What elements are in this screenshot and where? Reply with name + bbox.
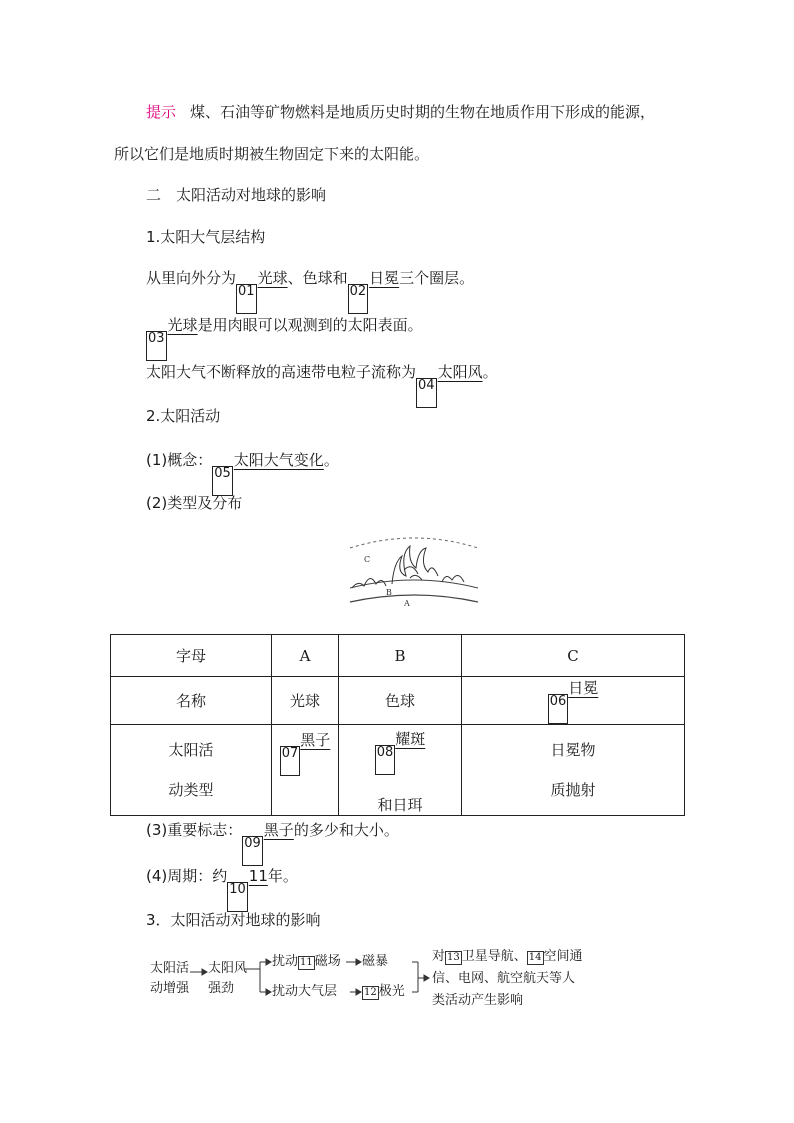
hint-line-1 <box>146 102 655 122</box>
solar-atmosphere-diagram <box>346 532 482 624</box>
hint-line-2: 所以它们是地质时期被生物固定下来的太阳能。 <box>114 145 430 163</box>
photosphere-boundary <box>350 595 478 602</box>
effects-flow-diagram <box>150 948 590 1012</box>
flow-effect-line-2: 信、电网、航空航天等人 <box>432 971 576 986</box>
text: 是用肉眼可以观测到的太阳表面。 <box>197 316 423 334</box>
header-cell-a: A <box>272 635 339 677</box>
table-row-header <box>111 635 685 677</box>
answer-06: 日冕 <box>568 679 599 697</box>
answer-07: 黑子 <box>300 731 331 749</box>
diagram-label-b: B <box>386 588 392 597</box>
flow-top-result: 磁暴 <box>362 954 389 969</box>
chromosphere-boundary <box>350 580 478 588</box>
text: 极光 <box>378 984 405 999</box>
answer-05: 太阳大气变化 <box>233 451 324 469</box>
subsection-title-1: 1.太阳大气层结构 <box>146 228 266 246</box>
blank-number-05: 05 <box>212 466 233 496</box>
header-cell-c: C <box>462 635 685 677</box>
flow-effect-line-3: 类活动产生影响 <box>432 993 524 1008</box>
answer-04: 太阳风 <box>437 363 483 381</box>
text: 年。 <box>267 867 298 885</box>
text: 。 <box>323 451 339 469</box>
hint-label: 提示 <box>146 103 177 121</box>
answer-03: 光球 <box>167 316 198 334</box>
answer-01: 光球 <box>257 269 288 287</box>
text: 。 <box>482 363 498 381</box>
flow-bottom-branch: 扰动大气层 <box>272 984 338 999</box>
cell-type-c <box>462 725 685 816</box>
answer-10: 11 <box>248 867 268 885</box>
flow-top-branch <box>272 953 341 971</box>
table-row-activity-type <box>111 725 685 816</box>
cell-name-a: 光球 <box>272 677 339 725</box>
text: 对 <box>432 949 446 964</box>
blank-number-01: 01 <box>236 284 257 314</box>
blank-number-06: 06 <box>548 694 569 724</box>
table-row-name <box>111 677 685 725</box>
solar-activity-table <box>110 634 685 816</box>
cell-type-b <box>339 725 462 816</box>
text: 扰动 <box>272 954 299 969</box>
row-label-activity-type <box>111 725 272 816</box>
text: 空间通 <box>543 949 583 964</box>
text: 太阳大气不断释放的高速带电粒子流称为 <box>146 363 417 381</box>
row-label-line-2: 动类型 <box>168 781 214 799</box>
subsection-title-3: 3．太阳活动对地球的影响 <box>146 911 321 929</box>
cell-name-c <box>462 677 685 725</box>
text: 的多少和大小。 <box>293 821 399 839</box>
diagram-label-c: C <box>364 555 371 564</box>
layers-sentence <box>146 268 474 314</box>
blank-number-09: 09 <box>242 836 263 866</box>
header-cell-letter: 字母 <box>111 635 272 677</box>
flow-start-line-2: 动增强 <box>150 981 190 996</box>
cell-type-c-line-1: 日冕物 <box>550 741 596 759</box>
cell-type-b-line-1 <box>339 729 461 775</box>
blank-number-08: 08 <box>375 745 396 775</box>
concept-line <box>146 450 339 496</box>
blank-number-10: 10 <box>227 882 248 912</box>
header-cell-b: B <box>339 635 462 677</box>
blank-number-02: 02 <box>348 284 369 314</box>
blank-number-14: 14 <box>528 952 542 963</box>
subsection-title-2: 2.太阳活动 <box>146 407 221 425</box>
photosphere-sentence <box>146 315 423 361</box>
types-heading: (2)类型及分布 <box>146 494 243 512</box>
cell-name-b: 色球 <box>339 677 462 725</box>
flow-effect-line-1 <box>432 948 583 966</box>
blank-number-13: 13 <box>447 952 460 963</box>
text: 磁场 <box>314 954 341 969</box>
row-label-line-1: 太阳活 <box>168 741 214 759</box>
sign-line <box>146 820 399 866</box>
blank-number-11: 11 <box>300 957 313 968</box>
text: 、色球和 <box>287 269 348 287</box>
diagram-label-a: A <box>404 599 410 608</box>
cell-type-a <box>272 725 339 816</box>
answer-08: 耀斑 <box>395 730 426 748</box>
flow-bottom-result <box>362 983 405 1001</box>
period-line <box>146 866 298 912</box>
flow-wind-line-1: 太阳风 <box>208 961 248 976</box>
flow-wind-line-2: 强劲 <box>208 981 235 996</box>
hint-text-1: 煤、石油等矿物燃料是地质历史时期的生物在地质作用下形成的能源， <box>190 103 656 121</box>
text: 从里向外分为 <box>146 269 237 287</box>
corona-boundary <box>350 538 478 548</box>
answer-02: 日冕 <box>369 269 400 287</box>
text: (1)概念： <box>146 451 213 469</box>
blank-number-07: 07 <box>280 746 301 776</box>
cell-type-b-line-2: 和日珥 <box>377 796 423 814</box>
text: 三个圈层。 <box>399 269 475 287</box>
text: (4)周期：约 <box>146 867 228 885</box>
row-label-name: 名称 <box>111 677 272 725</box>
blank-number-12: 12 <box>364 987 377 998</box>
section-title: 二 太阳活动对地球的影响 <box>146 186 327 204</box>
blank-number-03: 03 <box>146 331 167 361</box>
text: 卫星导航、 <box>461 949 527 964</box>
answer-09: 黑子 <box>263 821 294 839</box>
solar-wind-sentence <box>146 362 498 408</box>
cell-type-c-line-2: 质抛射 <box>550 781 596 799</box>
text: (3)重要标志： <box>146 821 243 839</box>
blank-number-04: 04 <box>416 378 437 408</box>
flow-start-line-1: 太阳活 <box>150 961 190 976</box>
